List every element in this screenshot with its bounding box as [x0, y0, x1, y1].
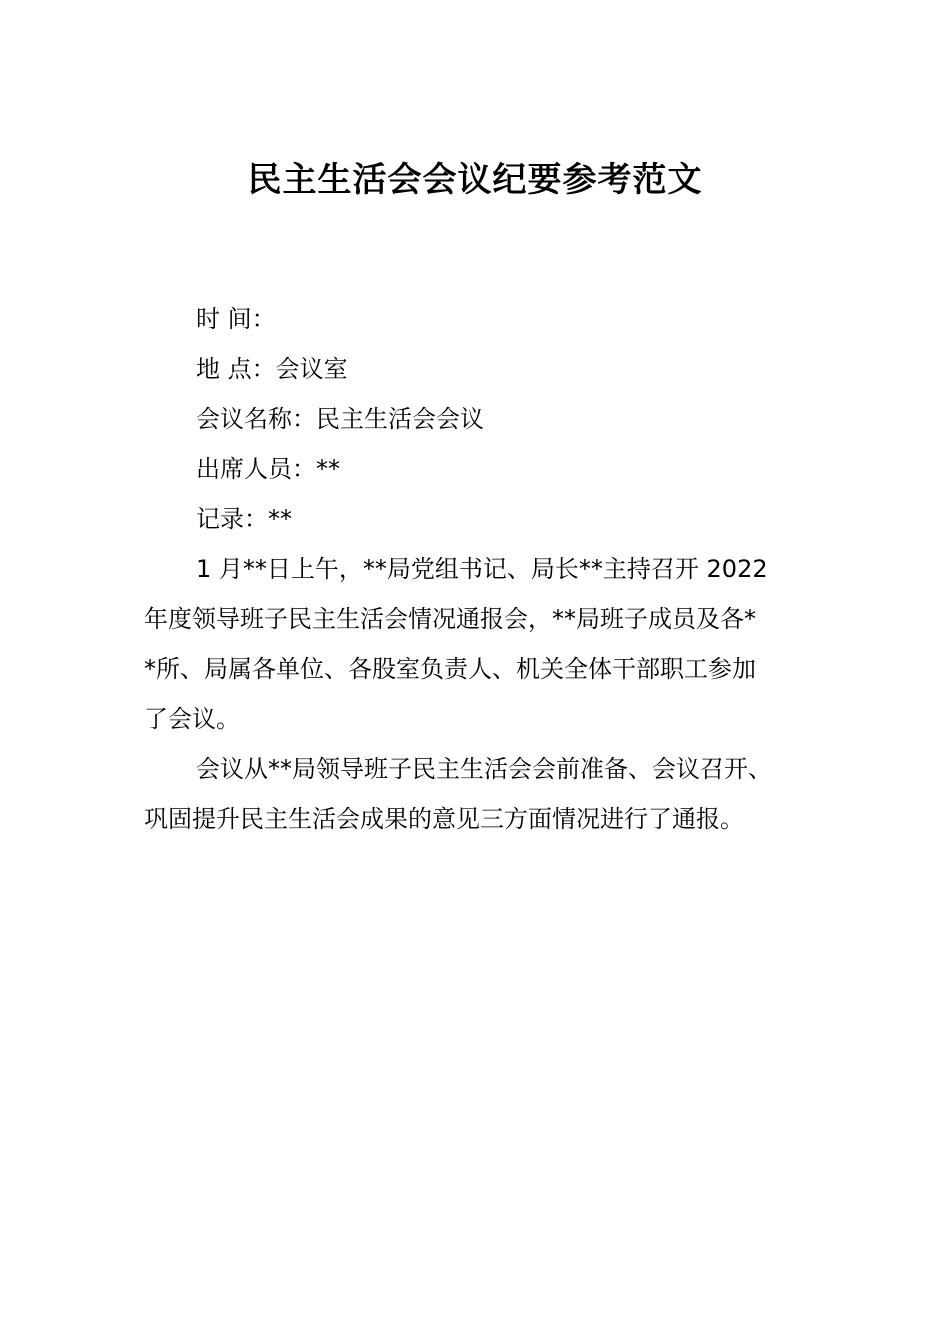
- meta-location: 地 点：会议室: [196, 355, 348, 383]
- meta-time: 时 间：: [196, 305, 276, 333]
- paragraph-1-line-4: 了会议。: [144, 705, 240, 733]
- meta-attendees: 出席人员：**: [196, 455, 340, 483]
- paragraph-2-line-1: 会议从**局领导班子民主生活会会前准备、会议召开、: [196, 755, 772, 783]
- paragraph-2-line-2: 巩固提升民主生活会成果的意见三方面情况进行了通报。: [144, 805, 744, 833]
- meta-recorder: 记录：**: [196, 505, 292, 533]
- meta-meeting-name: 会议名称：民主生活会会议: [196, 405, 484, 433]
- paragraph-1-line-1: 1 月**日上午，**局党组书记、局长**主持召开 2022: [196, 555, 768, 583]
- paragraph-1-line-2: 年度领导班子民主生活会情况通报会，**局班子成员及各*: [144, 605, 756, 633]
- paragraph-1-line-3: *所、局属各单位、各股室负责人、机关全体干部职工参加: [144, 655, 756, 683]
- page-title: 民主生活会会议纪要参考范文: [247, 160, 703, 200]
